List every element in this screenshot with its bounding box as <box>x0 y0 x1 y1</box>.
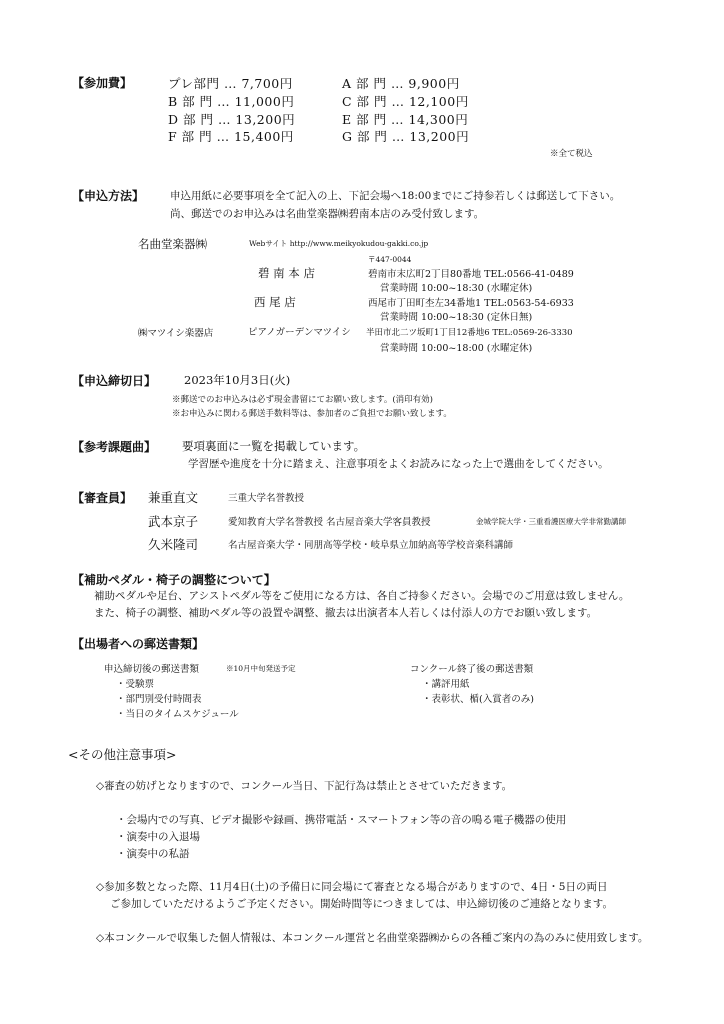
tax-note: ※全て税込 <box>550 149 593 159</box>
branch1-address: 碧南市末広町2丁目80番地 TEL:0566-41-0489 <box>368 269 574 280</box>
list-item: ・演奏中の私語 <box>116 848 190 860</box>
list-item: ・表彰状、楯(入賞者のみ) <box>422 694 534 705</box>
application-heading: 【申込方法】 <box>72 189 145 203</box>
deadline-note2: ※お申込みに関わる郵送手数料等は、参加者のご負担でお願い致します。 <box>172 409 452 419</box>
notes-p2-line1: ◇参加多数となった際、11月4日(土)の予備日に同会場にて審査となる場合がありますので、4日・5日の両日 <box>96 881 608 893</box>
list-item: ・講評用紙 <box>422 679 470 690</box>
mailing-right-title: コンクール終了後の郵送書類 <box>410 664 534 675</box>
mailing-left-title: 申込締切後の郵送書類 <box>104 664 200 675</box>
fee-item: E 部 門 … 14,300円 <box>342 112 469 127</box>
branch3-name: ピアノガーデンマツイシ <box>248 327 351 338</box>
branch2-address: 西尾市丁田町杢左34番地1 TEL:0563-54-6933 <box>368 298 574 309</box>
fee-item: B 部 門 … 11,000円 <box>168 94 295 109</box>
notes-p3: ◇本コンクールで収集した個人情報は、本コンクール運営と名曲堂楽器㈱からの各種ご案内の為のみに使用致します。 <box>96 932 649 944</box>
branch2-hours: 営業時間 10:00~18:30 (定休日無) <box>380 312 533 323</box>
pieces-heading: 【参考課題曲】 <box>72 440 157 454</box>
mailing-left-note: ※10月中旬発送予定 <box>226 664 296 673</box>
branch3-address: 半田市北二ツ坂町1丁目12番地6 TEL:0569-26-3330 <box>366 328 573 338</box>
pedal-line1: 補助ペダルや足台、アシストペダル等をご使用になる方は、各自ご持参ください。会場でのご用意は致しません。 <box>94 590 630 602</box>
pedal-heading: 【補助ペダル・椅子の調整について】 <box>72 573 276 587</box>
judge-name: 武本京子 <box>148 514 199 529</box>
store2-name: ㈱マツイシ楽器店 <box>138 328 214 339</box>
branch3-hours: 営業時間 10:00~18:00 (水曜定休) <box>380 343 533 354</box>
list-item: ・会場内での写真、ビデオ撮影や録画、携帯電話・スマートフォン等の音の鳴る電子機器の使用 <box>116 814 567 826</box>
judge-title: 愛知教育大学名誉教授 名古屋音楽大学客員教授 <box>228 517 431 528</box>
branch2-name: 西 尾 店 <box>254 295 296 309</box>
branch1-name: 碧 南 本 店 <box>258 266 315 280</box>
application-line2: 尚、郵送でのお申込みは名曲堂楽器㈱碧南本店のみ受付致します。 <box>170 208 485 220</box>
fee-item: D 部 門 … 13,200円 <box>168 112 296 127</box>
list-item: ・演奏中の入退場 <box>116 831 200 843</box>
deadline-heading: 【申込締切日】 <box>72 374 157 388</box>
website: Webサイト http://www.meikyokudou-gakki.co.jp <box>249 239 429 248</box>
pieces-line2: 学習歴や進度を十分に踏まえ、注意事項をよくお読みになった上で選曲をしてください。 <box>188 458 609 470</box>
mailing-heading: 【出場者への郵送書類】 <box>72 637 205 651</box>
list-item: ・受験票 <box>116 679 155 690</box>
fee-item: G 部 門 … 13,200円 <box>342 129 470 144</box>
fee-item: プレ部門 … 7,700円 <box>168 76 293 91</box>
judge-title-small: 金城学院大学・三重看護医療大学非常勤講師 <box>476 517 626 526</box>
list-item: ・当日のタイムスケジュール <box>116 709 239 720</box>
judges-heading: 【審査員】 <box>72 491 133 505</box>
branch1-hours: 営業時間 10:00~18:30 (水曜定休) <box>380 283 533 294</box>
deadline-note1: ※郵送でのお申込みは必ず現金書留にてお願い致します。(消印有効) <box>172 395 433 405</box>
judge-title: 名古屋音楽大学・同朋高等学校・岐阜県立加納高等学校音楽科講師 <box>228 540 514 551</box>
judge-title: 三重大学名誉教授 <box>228 493 305 504</box>
notes-p1: ◇審査の妨げとなりますので、コンクール当日、下記行為は禁止とさせていただきます。 <box>96 780 513 792</box>
fee-item: A 部 門 … 9,900円 <box>342 76 460 91</box>
pieces-line1: 要項裏面に一覧を掲載しています。 <box>182 439 366 453</box>
list-item: ・部門別受付時間表 <box>116 694 202 705</box>
postal-code: 〒447-0044 <box>368 255 412 264</box>
pedal-line2: また、椅子の調整、補助ペダル等の設置や調整、撤去は出演者本人若しくは付添人の方でお願い致します。 <box>94 607 598 619</box>
judge-name: 久米隆司 <box>148 537 199 552</box>
store1-name: 名曲堂楽器㈱ <box>138 237 207 251</box>
fees-heading: 【参加費】 <box>72 76 133 90</box>
fee-item: F 部 門 … 15,400円 <box>168 129 294 144</box>
notes-p2-line2: ご参加していただけるようご予定ください。開始時間等につきましては、申込締切後のご連絡となります。 <box>110 898 613 910</box>
deadline-date: 2023年10月3日(火) <box>184 373 291 387</box>
application-line1: 申込用紙に必要事項を全て記入の上、下記会場へ18:00までにご持参若しくは郵送して下さい。 <box>170 190 621 202</box>
notes-heading: <その他注意事項> <box>68 747 177 762</box>
judge-name: 兼重直文 <box>148 490 199 505</box>
fee-item: C 部 門 … 12,100円 <box>342 94 469 109</box>
